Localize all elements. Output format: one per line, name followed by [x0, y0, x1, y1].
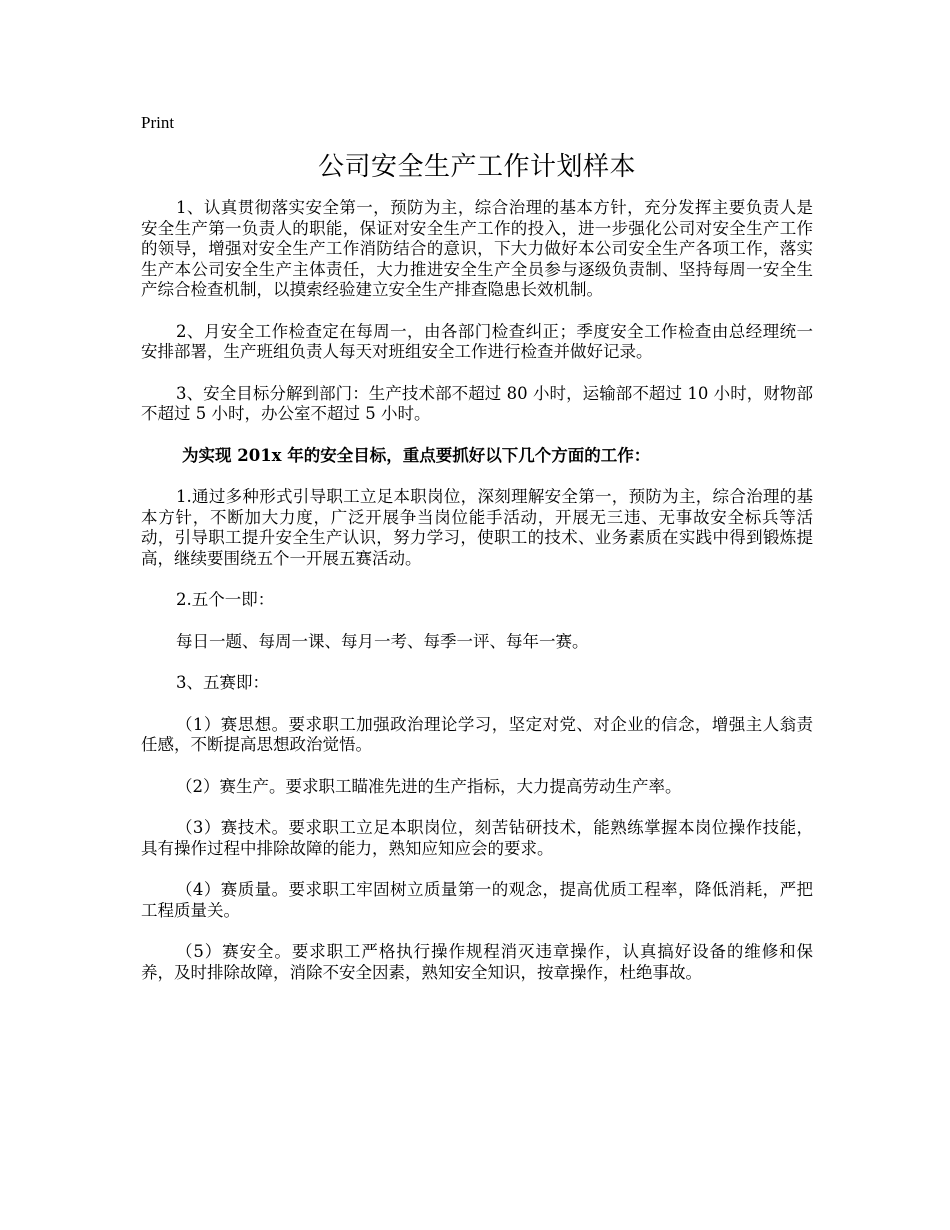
paragraph-2: 2、月安全工作检查定在每周一，由各部门检查纠正；季度安全工作检查由总经理统一安排部署，生产班组负责人每天对班组安全工作进行检查并做好记录。 — [141, 321, 813, 361]
paragraph-8: （1）赛思想。要求职工加强政治理论学习，坚定对党、对企业的信念，增强主人翁责任感，不断提高思想政治觉悟。 — [141, 714, 813, 754]
paragraph-12: （5）赛安全。要求职工严格执行操作规程消灭违章操作，认真搞好设备的维修和保养，及时排除故障，消除不安全因素，熟知安全知识，按章操作，杜绝事故。 — [141, 942, 813, 982]
paragraph-5: 2.五个一即： — [176, 590, 275, 609]
paragraph-11: （4）赛质量。要求职工牢固树立质量第一的观念，提高优质工程率，降低消耗，严把工程质量关。 — [141, 880, 813, 920]
paragraph-1: 1、认真贯彻落实安全第一，预防为主，综合治理的基本方针，充分发挥主要负责人是安全生产第一负责人的职能，保证对安全生产工作的投入，进一步强化公司对安全生产工作的领导，增强对安全生产工作消防结合的意识，下大力做好本公司安全生产各项工作，落实生产本公司安全生产主体责任，大力推进安全生产全员参与逐级负责制、坚持每周一安全生产综合检查机制，以摸索经验建立安全生产排查隐患长效机制。 — [141, 198, 813, 299]
paragraph-7: 3、五赛即： — [176, 673, 269, 692]
paragraph-10: （3）赛技术。要求职工立足本职岗位，刻苦钻研技术，能熟练掌握本岗位操作技能，具有操作过程中排除故障的能力，熟知应知应会的要求。 — [141, 818, 813, 858]
paragraph-3: 3、安全目标分解到部门：生产技术部不超过 80 小时，运输部不超过 10 小时，财物部不超过 5 小时，办公室不超过 5 小时。 — [141, 383, 813, 423]
document-page — [141, 112, 813, 1004]
print-link[interactable]: Print — [141, 113, 175, 132]
paragraph-4: 1.通过多种形式引导职工立足本职岗位，深刻理解安全第一，预防为主，综合治理的基本方针，不断加大力度，广泛开展争当岗位能手活动，开展无三违、无事故安全标兵等活动，引导职工提升安全生产认识，努力学习，使职工的技术、业务素质在实践中得到锻炼提高，继续要围绕五个一开展五赛活动。 — [141, 487, 813, 568]
paragraph-6: 每日一题、每周一课、每月一考、每季一评、每年一赛。 — [176, 631, 589, 651]
document-title: 公司安全生产工作计划样本 — [317, 152, 636, 182]
paragraph-9: （2）赛生产。要求职工瞄准先进的生产指标，大力提高劳动生产率。 — [176, 776, 682, 796]
section-heading: 为实现 201x 年的安全目标，重点要抓好以下几个方面的工作： — [182, 445, 651, 465]
